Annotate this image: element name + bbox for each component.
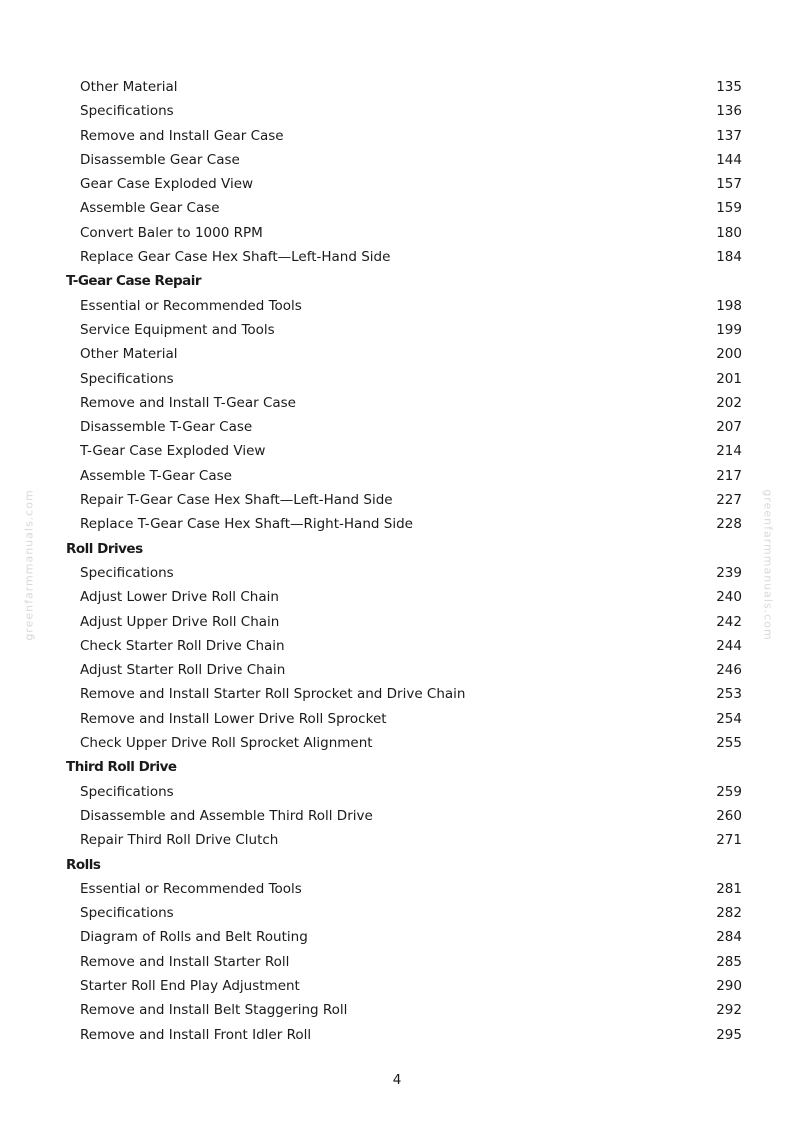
entry-title: Adjust Upper Drive Roll Chain [80, 613, 280, 630]
page-number: 4 [392, 1072, 402, 1088]
entry-title: Remove and Install Front Idler Roll [80, 1026, 312, 1043]
toc-section-heading [0, 269, 794, 293]
toc-entry[interactable] [0, 196, 794, 220]
toc-entry[interactable] [0, 634, 794, 658]
entry-page-number: 137 [716, 127, 742, 144]
entry-title: Essential or Recommended Tools [80, 880, 302, 897]
entry-title: Other Material [80, 346, 178, 363]
toc-entry[interactable] [0, 464, 794, 488]
toc-entry[interactable] [0, 682, 794, 706]
entry-page-number: 246 [716, 662, 742, 679]
entry-page-number: 217 [716, 467, 742, 484]
toc-entry[interactable] [0, 561, 794, 585]
toc-entry[interactable] [0, 172, 794, 196]
entry-title: Diagram of Rolls and Belt Routing [80, 929, 308, 946]
entry-page-number: 271 [716, 832, 742, 849]
entry-page-number: 290 [716, 977, 742, 994]
toc-entry[interactable] [0, 342, 794, 366]
toc-entry[interactable] [0, 974, 794, 998]
toc-entry[interactable] [0, 439, 794, 463]
section-title: Third Roll Drive [66, 759, 177, 776]
entry-title: Assemble Gear Case [80, 200, 220, 217]
toc-entry[interactable] [0, 75, 794, 99]
entry-page-number: 201 [716, 370, 742, 387]
entry-title: Remove and Install Starter Roll Sprocket and Drive Chain [80, 686, 466, 703]
toc-entry[interactable] [0, 950, 794, 974]
toc-entry[interactable] [0, 658, 794, 682]
entry-page-number: 180 [716, 224, 742, 241]
entry-title: Repair Third Roll Drive Clutch [80, 832, 279, 849]
entry-page-number: 202 [716, 394, 742, 411]
entry-title: Remove and Install T-Gear Case [80, 394, 296, 411]
toc-entry[interactable] [0, 998, 794, 1022]
entry-page-number: 159 [716, 200, 742, 217]
entry-title: Adjust Lower Drive Roll Chain [80, 589, 279, 606]
entry-title: Specifications [80, 905, 174, 922]
entry-title: Specifications [80, 564, 174, 581]
entry-page-number: 259 [716, 783, 742, 800]
toc-entry[interactable] [0, 1023, 794, 1047]
toc-entry[interactable] [0, 415, 794, 439]
toc-entry[interactable] [0, 585, 794, 609]
entry-page-number: 184 [716, 249, 742, 266]
entry-title: Remove and Install Lower Drive Roll Sprocket [80, 710, 387, 727]
entry-page-number: 260 [716, 807, 742, 824]
entry-title: Disassemble T-Gear Case [80, 419, 253, 436]
entry-title: Replace Gear Case Hex Shaft—Left-Hand Side [80, 249, 391, 266]
entry-title: T-Gear Case Exploded View [80, 443, 266, 460]
entry-page-number: 242 [716, 613, 742, 630]
watermark-right: greenfarmmanuals.com [761, 489, 775, 641]
toc-entry[interactable] [0, 780, 794, 804]
section-title: T-Gear Case Repair [66, 273, 202, 290]
section-title: Roll Drives [66, 540, 143, 557]
entry-page-number: 144 [716, 151, 742, 168]
entry-page-number: 281 [716, 880, 742, 897]
section-title: Rolls [66, 856, 101, 873]
toc-entry[interactable] [0, 367, 794, 391]
entry-page-number: 284 [716, 929, 742, 946]
entry-page-number: 255 [716, 735, 742, 752]
entry-page-number: 135 [716, 79, 742, 95]
entry-page-number: 207 [716, 419, 742, 436]
entry-title: Remove and Install Gear Case [80, 127, 284, 144]
entry-title: Specifications [80, 103, 174, 120]
entry-title: Starter Roll End Play Adjustment [80, 977, 300, 994]
entry-title: Adjust Starter Roll Drive Chain [80, 662, 286, 679]
entry-title: Essential or Recommended Tools [80, 297, 302, 314]
toc-section-heading [0, 853, 794, 877]
toc-entry[interactable] [0, 901, 794, 925]
entry-title: Remove and Install Starter Roll [80, 953, 290, 970]
entry-title: Remove and Install Belt Staggering Roll [80, 1002, 348, 1019]
entry-title: Repair T-Gear Case Hex Shaft—Left-Hand Side [80, 492, 393, 509]
entry-title: Check Upper Drive Roll Sprocket Alignment [80, 735, 373, 752]
toc-entry[interactable] [0, 512, 794, 536]
toc-entry[interactable] [0, 925, 794, 949]
toc-entry[interactable] [0, 318, 794, 342]
entry-page-number: 200 [716, 346, 742, 363]
entry-page-number: 292 [716, 1002, 742, 1019]
toc-entry[interactable] [0, 731, 794, 755]
entry-title: Service Equipment and Tools [80, 321, 275, 338]
toc-entry[interactable] [0, 99, 794, 123]
entry-title: Replace T-Gear Case Hex Shaft—Right-Hand Side [80, 516, 413, 533]
entry-title: Convert Baler to 1000 RPM [80, 224, 263, 241]
entry-page-number: 254 [716, 710, 742, 727]
entry-page-number: 295 [716, 1026, 742, 1043]
entry-page-number: 282 [716, 905, 742, 922]
entry-page-number: 244 [716, 637, 742, 654]
entry-page-number: 157 [716, 176, 742, 193]
entry-title: Specifications [80, 370, 174, 387]
watermark-left: greenfarmmanuals.com [22, 489, 36, 641]
entry-title: Disassemble Gear Case [80, 151, 240, 168]
toc-entry[interactable] [0, 488, 794, 512]
toc-entry[interactable] [0, 707, 794, 731]
toc-entry[interactable] [0, 877, 794, 901]
entry-title: Disassemble and Assemble Third Roll Drive [80, 807, 373, 824]
toc-entry[interactable] [0, 828, 794, 852]
entry-page-number: 227 [716, 492, 742, 509]
toc-entry[interactable] [0, 148, 794, 172]
entry-page-number: 253 [716, 686, 742, 703]
entry-page-number: 199 [716, 321, 742, 338]
toc-entry[interactable] [0, 245, 794, 269]
entry-title: Specifications [80, 783, 174, 800]
entry-title: Assemble T-Gear Case [80, 467, 232, 484]
entry-page-number: 198 [716, 297, 742, 314]
toc-entry[interactable] [0, 221, 794, 245]
toc-section-heading [0, 755, 794, 779]
toc-entry[interactable] [0, 124, 794, 148]
entry-page-number: 239 [716, 564, 742, 581]
toc-entry[interactable] [0, 610, 794, 634]
entry-page-number: 214 [716, 443, 742, 460]
entry-page-number: 240 [716, 589, 742, 606]
entry-title: Check Starter Roll Drive Chain [80, 637, 285, 654]
toc-entry[interactable] [0, 391, 794, 415]
entry-page-number: 228 [716, 516, 742, 533]
entry-title: Gear Case Exploded View [80, 176, 254, 193]
table-of-contents [0, 75, 794, 1047]
entry-page-number: 136 [716, 103, 742, 120]
toc-entry[interactable] [0, 294, 794, 318]
toc-entry[interactable] [0, 804, 794, 828]
entry-page-number: 285 [716, 953, 742, 970]
toc-section-heading [0, 537, 794, 561]
entry-title: Other Material [80, 79, 178, 95]
